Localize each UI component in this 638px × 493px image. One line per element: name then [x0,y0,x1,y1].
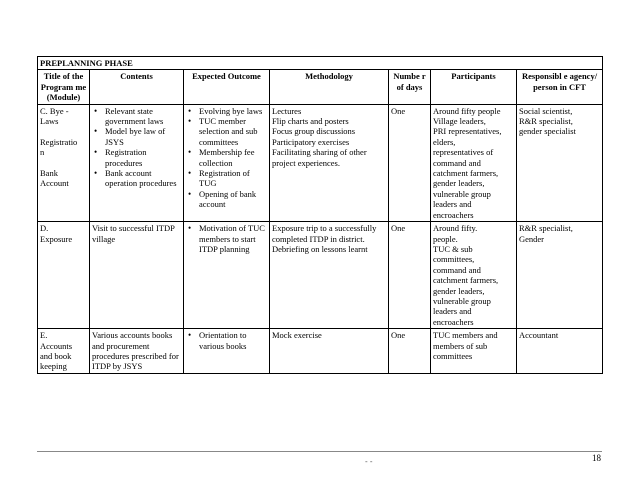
table-row [38,222,603,329]
participants-line: command and catchment farmers, [433,264,499,286]
header-outcome: Expected Outcome [184,70,270,104]
header-row [38,70,603,104]
module-title-line: Accounts [40,340,73,351]
participants-cell [431,222,517,329]
participants-line: PRI representatives, [433,126,502,137]
participants-line: people. [433,233,458,244]
outcome-item: • Motivation of TUC members to start ITDP planning [186,223,267,254]
participants-line: vulnerable group leaders and [433,295,491,317]
footer-divider [37,451,602,452]
methodology-line: Mock exercise [272,330,322,341]
table-row [38,329,603,374]
module-title-cell [38,329,90,374]
module-title-cell [38,104,90,221]
responsible-line: Gender [519,233,545,244]
methodology-line: Debriefing on lessons learnt [272,243,368,254]
module-title-line: n [40,147,45,158]
methodology-line: Lectures [272,105,302,116]
participants-cell [431,104,517,221]
participants-line: TUC & sub committees, [433,243,475,265]
responsible-line: R&R specialist, [519,223,573,234]
outcome-item: • Membership fee collection [186,147,267,168]
methodology-cell [270,222,389,329]
outcome-list [186,223,267,254]
outcome-item: • Registration of TUG [186,168,267,189]
participants-line: encroachers [433,316,474,327]
phase-title: PREPLANNING PHASE [38,57,603,70]
methodology-cell [270,329,389,374]
module-title-line [40,126,87,136]
outcome-item: • Opening of bank account [186,189,267,210]
contents-item: • Model bye law of JSYS [92,126,181,147]
module-title-line: keeping [40,361,67,372]
outcome-list [186,106,267,210]
participants-line: Around fifty. [433,223,478,234]
module-title-line: D. [40,223,49,234]
responsible-cell [517,104,603,221]
outcome-cell [184,104,270,221]
phase-row [38,57,603,70]
responsible-line: R&R specialist, [519,116,573,127]
module-title-line [40,158,87,168]
outcome-item: • TUC member selection and sub committees [186,116,267,147]
participants-line: Around fifty people [433,105,501,116]
responsible-line: gender specialist [519,126,576,137]
header-days: Numbe r of days [389,70,431,104]
contents-item: • Registration procedures [92,147,181,168]
contents-cell: Visit to successful ITDP village [90,222,184,329]
participants-line: Village leaders, [433,116,486,127]
contents-item: • Relevant state government laws [92,106,181,127]
table-row [38,104,603,221]
outcome-item: • Evolving bye laws [186,106,267,116]
methodology-line: Flip charts and posters [272,116,349,127]
contents-list [92,106,181,189]
methodology-line: Exposure trip to a successfully completed ITDP in district. [272,223,377,244]
header-title: Title of the Program me (Module) [38,70,90,104]
participants-line: encroachers [433,209,474,220]
module-title-line: and book [40,350,72,361]
module-title-line: E. [40,330,48,341]
days-cell: One [389,329,431,374]
module-title-line: Laws [40,116,59,127]
participants-line: TUC members and members of sub committees [433,330,498,361]
responsible-line: Social scientist, [519,105,573,116]
header-participants: Participants [431,70,517,104]
methodology-line: Participatory exercises [272,136,350,147]
days-cell: One [389,222,431,329]
module-title-line: Registratio [40,136,78,147]
responsible-line: Accountant [519,330,559,341]
header-responsible: Responsibl e agency/ person in CFT [517,70,603,104]
responsible-cell [517,329,603,374]
module-title-line: Bank [40,168,58,179]
participants-line: gender leaders, [433,178,485,189]
outcome-list [186,330,267,351]
contents-item: • Bank account operation procedures [92,168,181,189]
module-title-line: Account [40,178,69,189]
days-cell: One [389,104,431,221]
page-number: 18 [592,453,601,463]
contents-cell [90,104,184,221]
methodology-line: Focus group discussions [272,126,356,137]
outcome-cell [184,222,270,329]
outcome-item: • Orientation to various books [186,330,267,351]
participants-line: representatives of command and catchment farmers, [433,147,499,179]
participants-cell [431,329,517,374]
preplanning-table [37,56,603,374]
methodology-line: Facilitating sharing of other project experiences. [272,147,367,168]
header-contents: Contents [90,70,184,104]
module-title-line: C. Bye - [40,105,69,116]
participants-line: gender leaders, [433,285,485,296]
footer-mark: - - [365,457,373,466]
participants-line: elders, [433,136,456,147]
methodology-cell [270,104,389,221]
module-title-line: Exposure [40,233,73,244]
header-methodology: Methodology [270,70,389,104]
module-title-cell [38,222,90,329]
outcome-cell [184,329,270,374]
contents-cell: Various accounts books and procurement procedures prescribed for ITDP by JSYS [90,329,184,374]
participants-line: vulnerable group leaders and [433,188,491,210]
responsible-cell [517,222,603,329]
